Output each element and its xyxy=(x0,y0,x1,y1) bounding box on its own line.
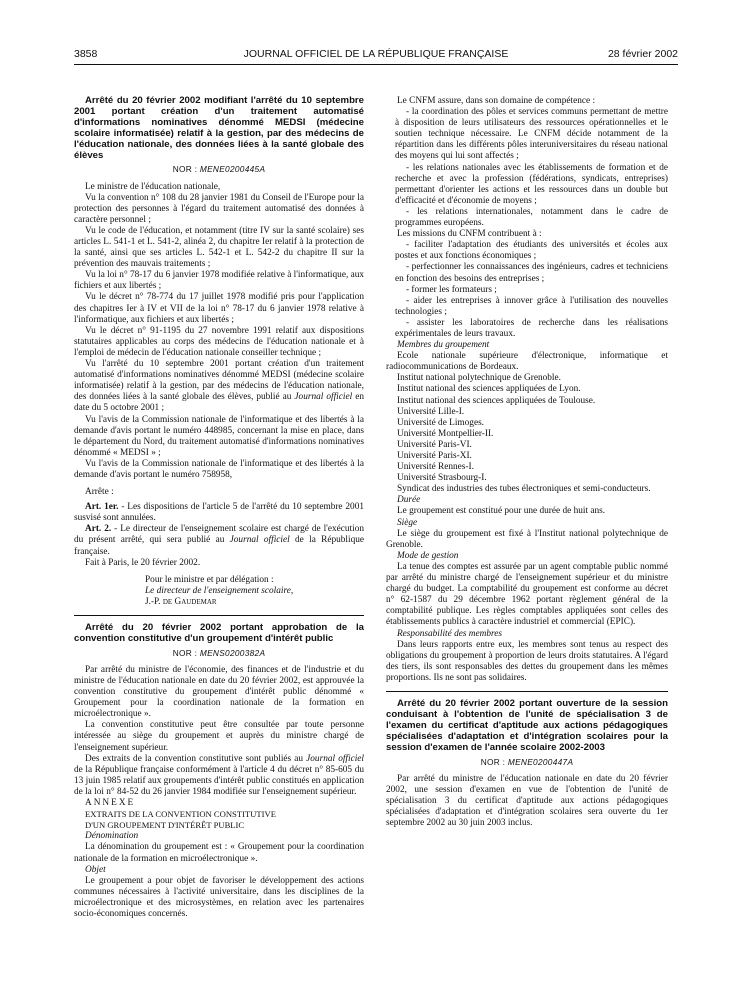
annexe-subtitle-1: EXTRAITS DE LA CONVENTION CONSTITUTIVE xyxy=(85,809,276,820)
paragraph: La dénomination du groupement est : « Groupement pour la coordination nationale de la formation en microélectronique ». xyxy=(74,842,364,864)
member-item: Syndicat des industries des tubes électroniques et semi-conducteurs. xyxy=(397,484,651,495)
list-item: - assister les laboratoires de recherche dans les réalisations expérimentales de leurs travaux. xyxy=(395,317,668,339)
members-list xyxy=(386,351,668,495)
member-item: Institut national polytechnique de Grenoble. xyxy=(397,373,561,384)
article-separator xyxy=(74,615,364,616)
signature-name: J.-P. de Gaudemar xyxy=(145,596,217,607)
annexe-heading: ANNEXE xyxy=(85,798,136,809)
page-header xyxy=(74,48,678,64)
article-1: Art. 1er. - Les dispositions de l'article 5 de l'arrêté du 10 septembre 2001 susvisé sont annulées. xyxy=(74,502,364,524)
paragraph: Dans leurs rapports entre eux, les membres sont tenus au respect des obligations du groupement à proportion de leurs droits statutaires. A l'égard des tiers, ils sont responsables des dettes du groupement dans les mêmes proportions. Ils ne sont pas solidaires. xyxy=(386,639,668,683)
paragraph: La convention constitutive peut être consultée par toute personne intéressée au siège du groupement et auprès du ministre chargé de l'enseignement supérieur. xyxy=(74,720,364,753)
list-item: - aider les entreprises à innover grâce à l'utilisation des nouvelles technologies ; xyxy=(395,295,668,317)
signature-line-1: Pour le ministre et par délégation : xyxy=(145,574,274,585)
list-item: - la coordination des pôles et services communs permettant de mettre à disposition de leurs utilisateurs des ressources opérationnelles et le soutien technique nécessaire. Le CNFM décide notamment de la répartition dans les différents pôles interuniversitaires du réseau national des moyens qui lui sont affectés ; xyxy=(395,107,668,162)
section-heading-responsabilite: Responsabilité des membres xyxy=(397,628,503,639)
paragraph: Le CNFM assure, dans son domaine de compétence : xyxy=(397,96,596,106)
paragraph: Le groupement a pour objet de favoriser le développement des actions communes nécessaires à l'activité universitaire, dans les disciplines de la microélectronique et des microsystèmes, en relation avec les partenaires socio-économiques concernés. xyxy=(74,875,364,919)
missions-list xyxy=(386,240,668,340)
signature-line-2: Le directeur de l'enseignement scolaire, xyxy=(145,585,294,596)
paragraph: Vu le décret n° 91-1195 du 27 novembre 1991 relatif aux dispositions statutaires applicables au corps des médecins de l'éducation nationale et à l'emploi de médecin de l'éducation nationale conseiller technique ; xyxy=(74,325,364,358)
paragraph: Le groupement est constitué pour une durée de huit ans. xyxy=(397,506,606,517)
member-item: Institut national des sciences appliquées de Toulouse. xyxy=(397,395,596,406)
paragraph: Vu l'avis de la Commission nationale de l'informatique et des libertés à la demande d'avis portant le numéro 758958, xyxy=(74,458,364,480)
list-item: - faciliter l'adaptation des étudiants des universités et écoles aux postes et aux fonctions économiques ; xyxy=(395,240,668,262)
section-heading-gestion: Mode de gestion xyxy=(397,550,459,561)
section-heading-membres: Membres du groupement xyxy=(397,340,490,351)
arrete-heading: Arrête : xyxy=(85,487,114,498)
article-2: Art. 2. - Le directeur de l'enseignement scolaire est chargé de l'exécution du présent arrêté, qui sera publié au Journal officiel de la République française. xyxy=(74,524,364,557)
paragraph: Par arrêté du ministre de l'économie, des finances et de l'industrie et du ministre de l'éducation nationale en date du 20 février 2002, est approuvée la convention constitutive du groupement d'intérêt public dénommé « Groupement pour la coordination nationale de la formation en microélectronique ». xyxy=(74,664,364,720)
arrete-3-title: Arrêté du 20 février 2002 portant ouverture de la session conduisant à l'obtention de l'unité de spécialisation 3 de l'examen du certificat d'aptitude aux actions pédagogiques spécialisées d'adaptation et d'intégration scolaires pour la session d'examen de l'année scolaire 2002-2003 xyxy=(386,697,668,753)
paragraph: La tenue des comptes est assurée par un agent comptable public nommé par arrêté du ministre chargé de l'enseignement supérieur et du ministre chargé du budget. La comptabilité du groupement est conforme au décret n° 62-1587 du 29 décembre 1962 portant règlement général de la comptabilité publique. Les règles comptables appliquées sont celles des établissements publics à caractère industriel et commercial (EPIC). xyxy=(386,561,668,628)
annexe-subtitle-2: D'UN GROUPEMENT D'INTÉRÊT PUBLIC xyxy=(85,820,245,831)
issue-date: 28 février 2002 xyxy=(607,48,678,60)
section-heading-objet: Objet xyxy=(85,864,106,875)
list-item: - les relations nationales avec les établissements de formation et de recherche et avec la profession (fédérations, syndicats, entreprises) permettant d'orienter les actions et les ressources dans un double but d'efficacité et d'économie de moyens ; xyxy=(395,162,668,206)
member-item: Institut national des sciences appliquées de Lyon. xyxy=(397,384,581,395)
fait-a-paris: Fait à Paris, le 20 février 2002. xyxy=(85,557,201,568)
paragraph: Le ministre de l'éducation nationale, xyxy=(85,181,221,192)
member-item: Université Strasbourg-I. xyxy=(397,473,487,484)
article-separator xyxy=(386,691,668,692)
paragraph: Vu l'avis de la Commission nationale de l'informatique et des libertés à la demande d'avis portant le numéro 448985, concernant la mise en place, dans le département du Nord, du traitement automatisé d'informations nominatives dénommé « MEDSI » ; xyxy=(74,414,364,458)
paragraph: Vu l'arrêté du 10 septembre 2001 portant création d'un traitement automatisé d'informations nominatives dénommé MEDSI (médecine scolaire informatisée) relatif à la gestion, par des médecins de l'éducation nationale, des données liées à la santé globale des élèves, publié au Journal officiel en date du 5 octobre 2001 ; xyxy=(74,359,364,414)
header-rule xyxy=(74,64,678,65)
paragraph: Vu la convention n° 108 du 28 janvier 1981 du Conseil de l'Europe pour la protection des personnes à l'égard du traitement automatisé des données à caractère personnel ; xyxy=(74,192,364,225)
section-heading-denomination: Dénomination xyxy=(85,831,139,842)
paragraph: Vu le code de l'éducation, et notamment (titre IV sur la santé scolaire) ses articles L. 541-1 et L. 541-2, alinéa 2, du chapitre Ier relatif à la protection de la santé, ainsi que ses articles L. 542-1 et L. 542-2 du chapitre II sur la prévention des mauvais traitements ; xyxy=(74,225,364,270)
paragraph: Par arrêté du ministre de l'éducation nationale en date du 20 février 2002, une session d'examen en vue de l'obtention de l'unité de spécialisation 3 du certificat d'aptitude aux actions pédagogiques spécialisées d'adaptation et d'intégration scolaires sera ouverte du 1er septembre 2002 au 30 juin 2003 inclus. xyxy=(386,773,668,828)
paragraph: Vu le décret n° 78-774 du 17 juillet 1978 modifié pris pour l'application des chapitres Ier à IV et VII de la loi n° 78-17 du 6 janvier 1978 relative à l'informatique, aux fichiers et aux libertés ; xyxy=(74,292,364,325)
right-column xyxy=(386,96,668,829)
arrete-1-title: Arrêté du 20 février 2002 modifiant l'arrêté du 10 septembre 2001 portant création d'un traitement automatisé d'informations nominatives dénommé MEDSI (médecine scolaire informatisée) relatif à la gestion, par des médecins de l'éducation nationale, des données liées à la santé globale des élèves xyxy=(74,95,364,161)
paragraph: Des extraits de la convention constitutive sont publiés au Journal officiel de la République française conformément à l'article 4 du décret n° 85-605 du 13 juin 1985 relatif aux groupements d'intérêt public constitués en application de la loi n° 84-52 du 26 janvier 1984 modifiée sur l'enseignement supérieur. xyxy=(74,753,365,797)
cnfm-list xyxy=(386,107,668,229)
arrete-2-nor: NOR : MENS0200382A xyxy=(172,647,266,658)
section-heading-duree: Durée xyxy=(397,495,421,506)
arrete-3-nor: NOR : MENE0200447A xyxy=(480,756,574,767)
member-item: Université Paris-VI. xyxy=(397,439,472,450)
section-heading-siege: Siège xyxy=(397,517,418,528)
list-item: - les relations internationales, notamment dans le cadre de programmes européens. xyxy=(395,206,668,229)
member-item: Ecole nationale supérieure d'électronique, informatique et radiocommunications de Bordeaux. xyxy=(386,351,668,373)
member-item: Université Paris-XI. xyxy=(397,451,472,461)
left-column xyxy=(74,96,364,920)
member-item: Université Montpellier-II. xyxy=(397,428,494,439)
page-number: 3858 xyxy=(74,48,98,60)
paragraph: Vu la loi n° 78-17 du 6 janvier 1978 modifiée relative à l'informatique, aux fichiers et aux libertés ; xyxy=(74,270,365,292)
journal-title: JOURNAL OFFICIEL DE LA RÉPUBLIQUE FRANÇAISE xyxy=(243,48,509,60)
member-item: Université de Limoges. xyxy=(397,417,485,428)
list-item: - perfectionner les connaissances des ingénieurs, cadres et techniciens en fonction des besoins des entreprises ; xyxy=(395,262,668,284)
member-item: Université Rennes-I. xyxy=(397,462,474,473)
arrete-2-title: Arrêté du 20 février 2002 portant approbation de la convention constitutive d'un groupement d'intérêt public xyxy=(74,622,364,644)
paragraph: Le siège du groupement est fixé à l'Institut national polytechnique de Grenoble. xyxy=(386,528,668,550)
member-item: Université Lille-I. xyxy=(397,406,465,417)
list-item: - former les formateurs ; xyxy=(406,284,497,295)
arrete-1-nor: NOR : MENE0200445A xyxy=(172,164,266,175)
paragraph: Les missions du CNFM contribuent à : xyxy=(397,229,542,240)
